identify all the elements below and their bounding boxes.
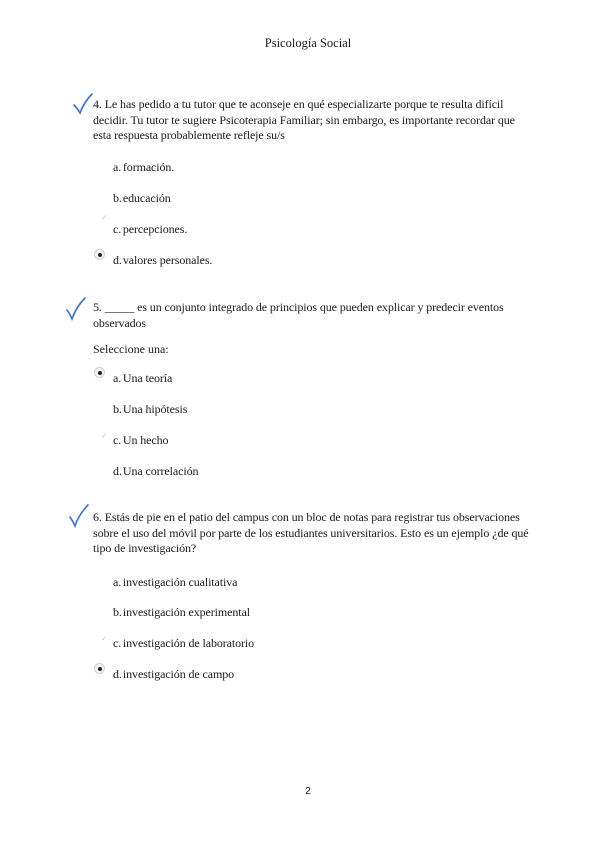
option-6b[interactable]: b. investigación experimental: [113, 605, 250, 619]
question-5-text: 5. _____ es un conjunto integrado de principios que pueden explicar y predecir eventos observados: [93, 300, 504, 330]
checkmark-icon: [65, 296, 87, 322]
option-5b[interactable]: b. Una hipótesis: [113, 402, 188, 416]
radio-dot: [98, 371, 102, 375]
faint-tick-icon: ✓: [101, 431, 108, 440]
radio-selected-5a[interactable]: [95, 368, 104, 377]
checkmark-icon: [72, 92, 94, 116]
option-4b[interactable]: b. educación: [113, 191, 171, 205]
option-6c[interactable]: c. investigación de laboratorio: [113, 636, 255, 650]
option-5c[interactable]: c. Un hecho: [113, 433, 169, 447]
radio-selected-4d[interactable]: [95, 250, 104, 259]
page-header: Psicología Social: [264, 36, 352, 50]
question-4-text: 4. Le has pedido a tu tutor que te aconseje en qué especializarte porque te resulta difícil decidir. Tu tutor te sugiere Psicoterapia Familiar; sin embargo, es importante recordar que esta respuesta probablemente refleje su/s: [93, 97, 515, 142]
option-5a[interactable]: a. Una teoría: [113, 371, 173, 385]
radio-selected-6d[interactable]: [95, 664, 104, 673]
option-5d[interactable]: d. Una correlación: [113, 464, 199, 478]
page-number: 2: [305, 786, 311, 797]
select-prompt: Seleccione una:: [93, 342, 169, 356]
option-4d[interactable]: d. valores personales.: [113, 253, 213, 267]
faint-tick-icon: ✓: [101, 634, 108, 643]
radio-dot: [98, 253, 102, 257]
faint-tick-icon: ✓: [101, 213, 108, 222]
option-4a[interactable]: a. formación.: [113, 160, 175, 174]
option-6a[interactable]: a. investigación cualitativa: [113, 575, 238, 589]
option-4c[interactable]: c. percepciones.: [113, 222, 188, 236]
radio-dot: [98, 667, 102, 671]
option-6d[interactable]: d. investigación de campo: [113, 667, 235, 681]
question-6-text: 6. Estás de pie en el patio del campus con un bloc de notas para registrar tus observaciones sobre el uso del móvil por parte de los estudiantes universitarios. Esto es un ejemplo ¿de qué tipo de investigación?: [93, 510, 529, 555]
checkmark-icon: [68, 503, 90, 529]
